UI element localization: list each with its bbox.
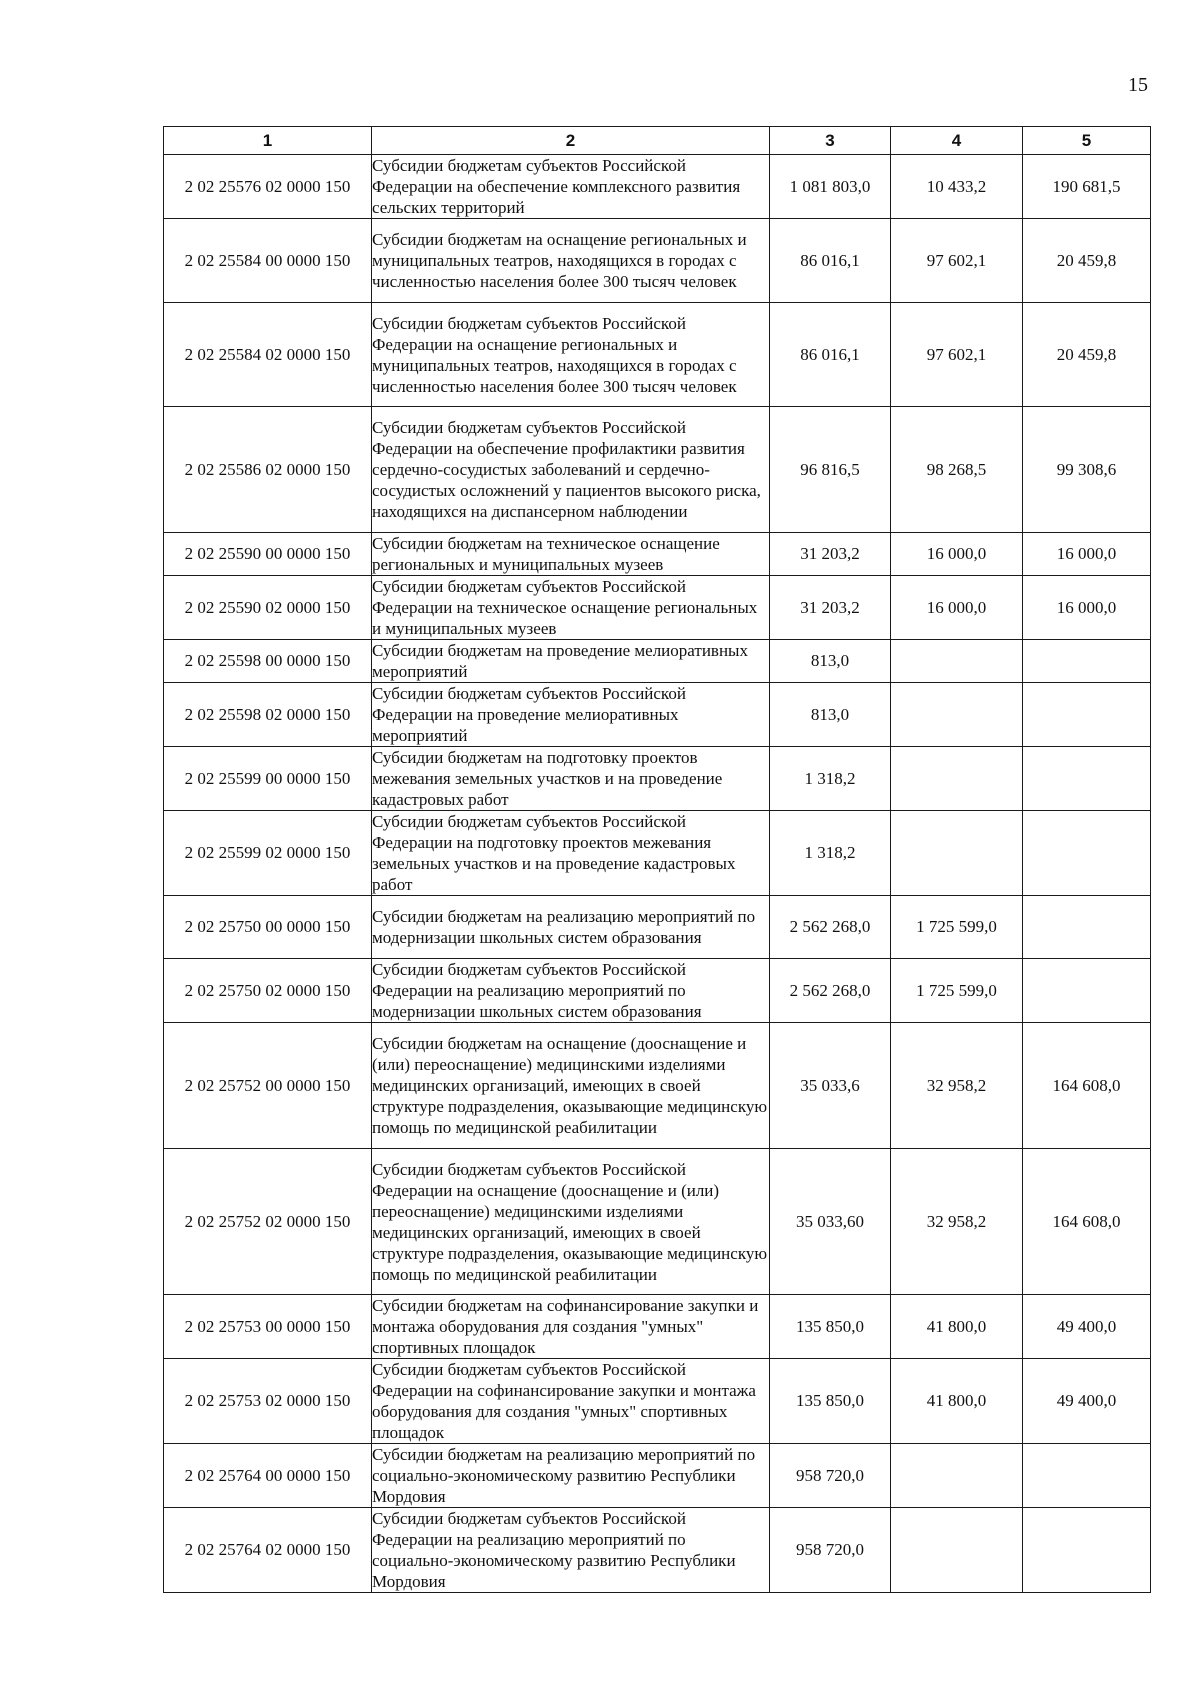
value-col-3-cell: 35 033,60 [770,1149,891,1295]
table-row [164,219,1151,303]
budget-code-cell: 2 02 25752 00 0000 150 [164,1023,372,1149]
description-cell: Субсидии бюджетам на оснащение региональных и муниципальных театров, находящихся в городах с численностью населения более 300 тысяч человек [372,219,770,303]
value-col-4-cell [891,1444,1023,1508]
budget-code-cell: 2 02 25753 00 0000 150 [164,1295,372,1359]
value-col-3-cell: 2 562 268,0 [770,959,891,1023]
value-col-4-cell [891,640,1023,683]
budget-code-cell: 2 02 25764 02 0000 150 [164,1508,372,1593]
value-col-5-cell: 164 608,0 [1023,1149,1151,1295]
header-col-3: 3 [770,127,891,155]
description-cell: Субсидии бюджетам субъектов Российской Федерации на реализацию мероприятий по социально-экономическому развитию Республики Мордовия [372,1508,770,1593]
value-col-3-cell: 813,0 [770,683,891,747]
table-row [164,1023,1151,1149]
value-col-5-cell [1023,640,1151,683]
value-col-5-cell: 190 681,5 [1023,155,1151,219]
value-col-3-cell: 31 203,2 [770,576,891,640]
value-col-5-cell [1023,747,1151,811]
budget-code-cell: 2 02 25590 00 0000 150 [164,533,372,576]
description-cell: Субсидии бюджетам субъектов Российской Федерации на реализацию мероприятий по модернизации школьных систем образования [372,959,770,1023]
value-col-3-cell: 1 081 803,0 [770,155,891,219]
value-col-5-cell: 99 308,6 [1023,407,1151,533]
value-col-4-cell: 32 958,2 [891,1149,1023,1295]
table-row [164,1359,1151,1444]
value-col-3-cell: 958 720,0 [770,1444,891,1508]
value-col-3-cell: 86 016,1 [770,303,891,407]
description-cell: Субсидии бюджетам на софинансирование закупки и монтажа оборудования для создания "умных" спортивных площадок [372,1295,770,1359]
budget-table [163,126,1151,1593]
budget-code-cell: 2 02 25750 02 0000 150 [164,959,372,1023]
budget-code-cell: 2 02 25590 02 0000 150 [164,576,372,640]
value-col-3-cell: 135 850,0 [770,1359,891,1444]
value-col-3-cell: 958 720,0 [770,1508,891,1593]
table-body [164,155,1151,1593]
table-row [164,959,1151,1023]
table-row [164,640,1151,683]
budget-code-cell: 2 02 25750 00 0000 150 [164,896,372,959]
value-col-3-cell: 2 562 268,0 [770,896,891,959]
budget-code-cell: 2 02 25586 02 0000 150 [164,407,372,533]
table-row [164,1508,1151,1593]
table-row [164,896,1151,959]
table-row [164,683,1151,747]
description-cell: Субсидии бюджетам на техническое оснащение региональных и муниципальных музеев [372,533,770,576]
budget-code-cell: 2 02 25753 02 0000 150 [164,1359,372,1444]
value-col-3-cell: 31 203,2 [770,533,891,576]
table-row [164,533,1151,576]
description-cell: Субсидии бюджетам на реализацию мероприятий по социально-экономическому развитию Республики Мордовия [372,1444,770,1508]
value-col-5-cell [1023,896,1151,959]
table-row [164,1295,1151,1359]
value-col-5-cell [1023,1508,1151,1593]
budget-code-cell: 2 02 25599 02 0000 150 [164,811,372,896]
value-col-3-cell: 1 318,2 [770,811,891,896]
value-col-4-cell: 98 268,5 [891,407,1023,533]
budget-code-cell: 2 02 25584 02 0000 150 [164,303,372,407]
value-col-4-cell: 41 800,0 [891,1359,1023,1444]
header-col-1: 1 [164,127,372,155]
header-row [164,127,1151,155]
description-cell: Субсидии бюджетам субъектов Российской Федерации на оснащение региональных и муниципальных театров, находящихся в городах с численностью населения более 300 тысяч человек [372,303,770,407]
value-col-4-cell: 1 725 599,0 [891,959,1023,1023]
description-cell: Субсидии бюджетам на оснащение (дооснащение и (или) переоснащение) медицинскими изделиями медицинских организаций, имеющих в своей структуре подразделения, оказывающие медицинскую помощь по медицинской реабилитации [372,1023,770,1149]
value-col-5-cell [1023,683,1151,747]
value-col-5-cell: 49 400,0 [1023,1359,1151,1444]
description-cell: Субсидии бюджетам на реализацию мероприятий по модернизации школьных систем образования [372,896,770,959]
value-col-5-cell [1023,1444,1151,1508]
value-col-4-cell [891,747,1023,811]
value-col-5-cell: 49 400,0 [1023,1295,1151,1359]
value-col-4-cell: 10 433,2 [891,155,1023,219]
header-col-2: 2 [372,127,770,155]
table-row [164,811,1151,896]
value-col-3-cell: 1 318,2 [770,747,891,811]
budget-code-cell: 2 02 25576 02 0000 150 [164,155,372,219]
table-row [164,576,1151,640]
table-row [164,1149,1151,1295]
description-cell: Субсидии бюджетам субъектов Российской Федерации на подготовку проектов межевания земельных участков и на проведение кадастровых работ [372,811,770,896]
table-row [164,1444,1151,1508]
value-col-4-cell: 97 602,1 [891,219,1023,303]
value-col-5-cell: 164 608,0 [1023,1023,1151,1149]
description-cell: Субсидии бюджетам субъектов Российской Федерации на оснащение (дооснащение и (или) переоснащение) медицинскими изделиями медицинских организаций, имеющих в своей структуре подразделения, оказывающие медицинскую помощь по медицинской реабилитации [372,1149,770,1295]
value-col-5-cell: 16 000,0 [1023,576,1151,640]
value-col-4-cell [891,683,1023,747]
budget-code-cell: 2 02 25598 02 0000 150 [164,683,372,747]
budget-code-cell: 2 02 25584 00 0000 150 [164,219,372,303]
value-col-5-cell: 20 459,8 [1023,303,1151,407]
value-col-5-cell: 16 000,0 [1023,533,1151,576]
value-col-4-cell: 16 000,0 [891,576,1023,640]
table-row [164,303,1151,407]
value-col-3-cell: 96 816,5 [770,407,891,533]
budget-code-cell: 2 02 25598 00 0000 150 [164,640,372,683]
description-cell: Субсидии бюджетам субъектов Российской Федерации на обеспечение профилактики развития сердечно-сосудистых заболеваний и сердечно-сосудистых осложнений у пациентов высокого риска, находящихся на диспансерном наблюдении [372,407,770,533]
table-row [164,407,1151,533]
value-col-4-cell: 97 602,1 [891,303,1023,407]
value-col-4-cell [891,1508,1023,1593]
value-col-3-cell: 135 850,0 [770,1295,891,1359]
value-col-4-cell: 1 725 599,0 [891,896,1023,959]
description-cell: Субсидии бюджетам субъектов Российской Федерации на техническое оснащение региональных и муниципальных музеев [372,576,770,640]
value-col-4-cell: 32 958,2 [891,1023,1023,1149]
budget-code-cell: 2 02 25764 00 0000 150 [164,1444,372,1508]
value-col-3-cell: 35 033,6 [770,1023,891,1149]
description-cell: Субсидии бюджетам субъектов Российской Федерации на софинансирование закупки и монтажа оборудования для создания "умных" спортивных площадок [372,1359,770,1444]
page-number: 15 [1128,74,1148,96]
value-col-3-cell: 86 016,1 [770,219,891,303]
value-col-5-cell: 20 459,8 [1023,219,1151,303]
value-col-3-cell: 813,0 [770,640,891,683]
budget-code-cell: 2 02 25599 00 0000 150 [164,747,372,811]
value-col-5-cell [1023,959,1151,1023]
description-cell: Субсидии бюджетам субъектов Российской Федерации на обеспечение комплексного развития сельских территорий [372,155,770,219]
table-row [164,155,1151,219]
description-cell: Субсидии бюджетам на подготовку проектов межевания земельных участков и на проведение кадастровых работ [372,747,770,811]
value-col-4-cell [891,811,1023,896]
header-col-4: 4 [891,127,1023,155]
description-cell: Субсидии бюджетам на проведение мелиоративных мероприятий [372,640,770,683]
table-row [164,747,1151,811]
header-col-5: 5 [1023,127,1151,155]
description-cell: Субсидии бюджетам субъектов Российской Федерации на проведение мелиоративных мероприятий [372,683,770,747]
value-col-4-cell: 41 800,0 [891,1295,1023,1359]
budget-code-cell: 2 02 25752 02 0000 150 [164,1149,372,1295]
value-col-4-cell: 16 000,0 [891,533,1023,576]
value-col-5-cell [1023,811,1151,896]
